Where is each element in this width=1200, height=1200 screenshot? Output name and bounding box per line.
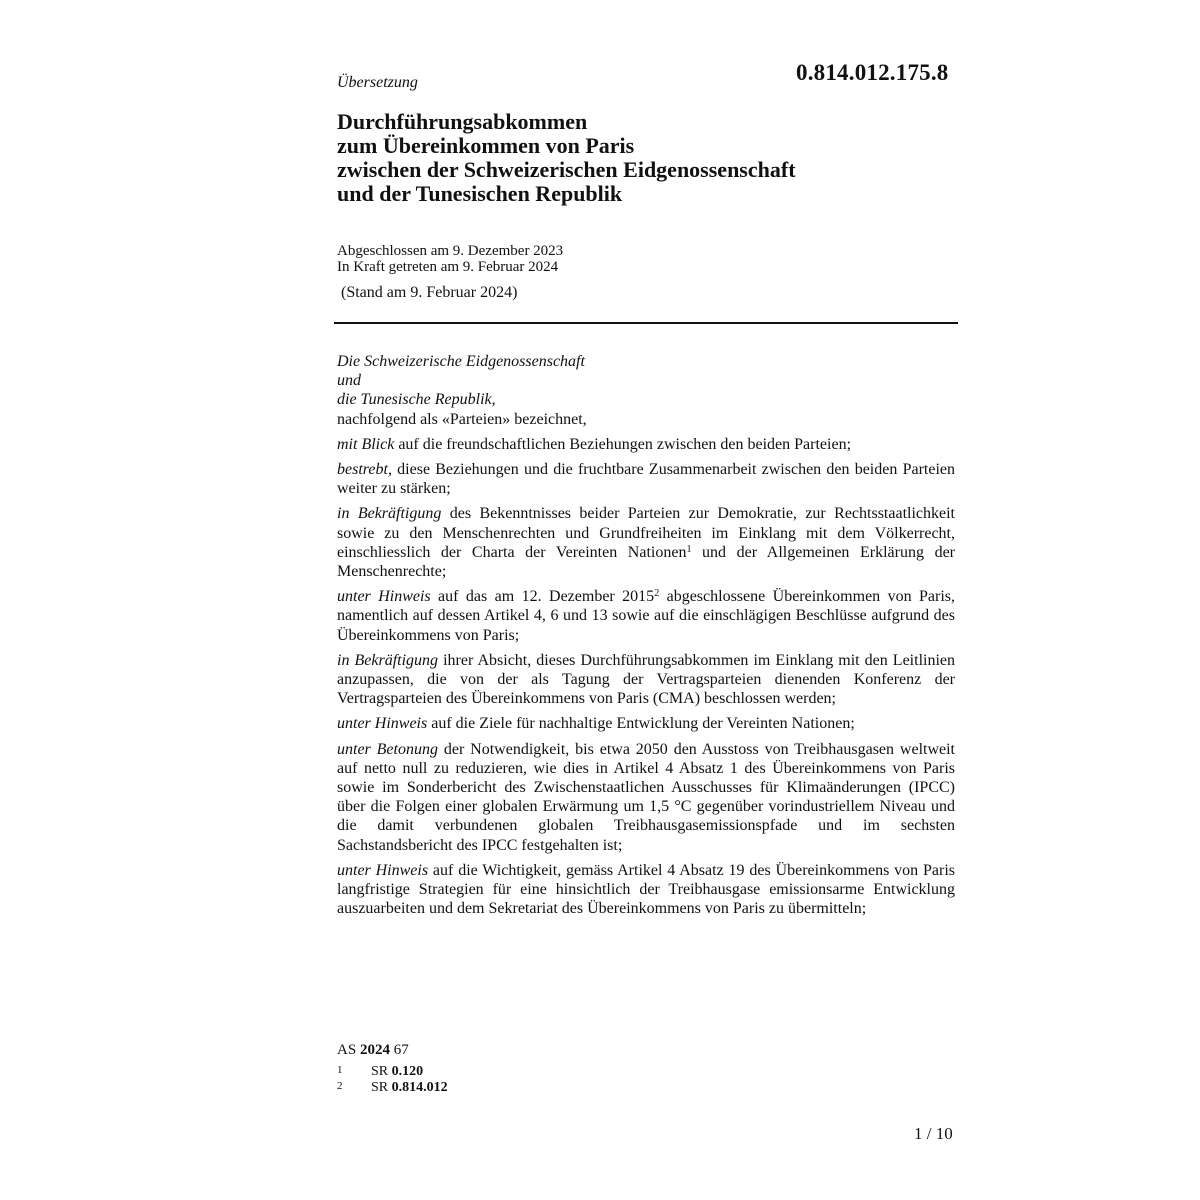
as-prefix: AS — [337, 1042, 357, 1058]
recital-text: auf das am 12. Dezember 2015 — [430, 588, 655, 606]
recital-lead: unter Hinweis — [337, 861, 429, 879]
recital-lead: in Bekräftigung — [337, 651, 439, 669]
recital-text: auf die Wichtigkeit, gemäss Artikel 4 Absatz 19 des Übereinkommens von Paris langfristige Strategien für eine hinsichtlich der Treibhausgase emissionsarme Entwicklung auszuarbeiten und dem Sekretariat des Übereinkommens von Paris zu übermitteln; — [337, 861, 956, 918]
footnote-link[interactable]: 0.814.012 — [391, 1080, 448, 1095]
preamble-parties — [337, 352, 955, 429]
footnotes — [337, 1063, 448, 1095]
footnote-marker[interactable]: 2 — [654, 588, 660, 600]
recital-text: abgeschlossene Übereinkommen von Paris, namentlich auf dessen Artikel 4, 6 und 13 sowie auf die einschlägigen Beschlüsse aufgrund des Übereinkommens von Paris; — [337, 588, 956, 644]
recital — [337, 504, 955, 581]
recital-text: der Notwendigkeit, bis etwa 2050 den Ausstoss von Treibhausgasen weltweit auf netto null zu reduzieren, wie dies in Artikel 4 Absatz 1 des Übereinkommens von Paris sowie im Sonderbericht des Zwischenstaatlichen Ausschusses für Klimaänderungen (IPCC) über die Folgen einer globalen Erwärmung um 1,5 °C gegenüber vorindustriellem Niveau und die damit verbundenen globalen Treibhausgasemissionspfade und im sechsten Sachstandsbericht des IPCC festgehalten ist; — [337, 740, 956, 854]
party-switzerland: Die Schweizerische Eidgenossenschaft — [337, 353, 585, 370]
translation-label: Übersetzung — [337, 74, 418, 91]
footnote — [337, 1063, 448, 1079]
title-line: zwischen der Schweizerischen Eidgenossenschaft — [337, 157, 796, 182]
preamble-body — [337, 352, 955, 924]
recital — [337, 861, 955, 919]
title-line: Durchführungsabkommen — [337, 109, 588, 134]
footnote-number: 1 — [337, 1064, 343, 1076]
as-year: 2024 — [359, 1042, 390, 1058]
parties-referred: nachfolgend als «Parteien» bezeichnet, — [337, 410, 587, 428]
document-title — [337, 110, 796, 206]
recital — [337, 435, 955, 454]
recital-text: und der Allgemeinen Erklärung der Menschenrechte; — [337, 543, 956, 581]
status-date: (Stand am 9. Februar 2024) — [341, 284, 518, 301]
as-page: 67 — [393, 1042, 409, 1058]
footnote-marker[interactable]: 1 — [686, 543, 692, 555]
recital-lead: mit Blick — [337, 435, 395, 453]
sr-number: 0.814.012.175.8 — [796, 60, 949, 85]
recital-lead: unter Betonung — [337, 740, 438, 758]
recital-text: des Bekenntnisses beider Parteien zur Demokratie, zur Rechtsstaatlichkeit sowie zu den Menschenrechten und Grundfreiheiten im Einklang mit dem Völkerrecht, einschliesslich der Charta der Vereinten Nationen — [337, 505, 955, 561]
recital-lead: bestrebt, — [337, 461, 392, 479]
recital-lead: unter Hinweis — [337, 715, 428, 733]
recital-text: auf die freundschaftlichen Beziehungen zwischen den beiden Parteien; — [394, 435, 852, 453]
footnote-link[interactable]: 0.120 — [391, 1064, 424, 1079]
page-number: 1 / 10 — [914, 1124, 953, 1143]
footnote-prefix: SR — [371, 1080, 389, 1095]
recital — [337, 714, 955, 733]
recital — [337, 651, 955, 709]
footnote — [337, 1079, 448, 1095]
recital-lead: in Bekräftigung — [337, 505, 442, 523]
footnote-prefix: SR — [371, 1064, 389, 1079]
recital-text: diese Beziehungen und die fruchtbare Zusammenarbeit zwischen den beiden Parteien weiter zu stärken; — [337, 461, 955, 498]
recital-text: auf die Ziele für nachhaltige Entwicklung der Vereinten Nationen; — [427, 715, 855, 733]
recital — [337, 740, 955, 855]
recital-lead: unter Hinweis — [337, 588, 431, 606]
title-line: zum Übereinkommen von Paris — [337, 133, 635, 158]
recital-text: ihrer Absicht, dieses Durchführungsabkommen im Einklang mit den Leitlinien anzupassen, die von der als Tagung der Vertragsparteien dienenden Konferenz der Vertragsparteien des Übereinkommens von Paris (CMA) beschlossen werden; — [337, 651, 956, 708]
in-force-date: In Kraft getreten am 9. Februar 2024 — [337, 259, 559, 275]
concluded-date: Abgeschlossen am 9. Dezember 2023 — [337, 243, 564, 259]
title-line: und der Tunesischen Republik — [337, 181, 623, 206]
footnote-number: 2 — [337, 1080, 343, 1092]
party-conjunction: und — [337, 372, 361, 390]
party-tunisia: die Tunesische Republik, — [337, 391, 496, 409]
dates-block — [337, 243, 563, 275]
recital — [337, 587, 955, 645]
recital — [337, 460, 955, 498]
header-divider — [334, 322, 958, 324]
official-collection-ref — [337, 1042, 409, 1059]
